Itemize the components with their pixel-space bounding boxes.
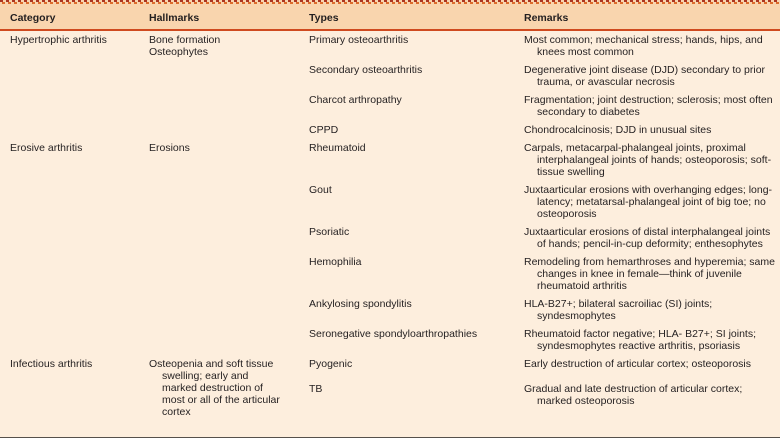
remark-text: Gradual and late destruction of articular cortex; marked osteoporosis [524, 382, 743, 407]
remark-cell [522, 355, 780, 380]
remark-cell [522, 380, 780, 421]
remark-text: Most common; mechanical stress; hands, hips, and knees most common [524, 34, 763, 58]
column-header-hallmarks: Hallmarks [147, 5, 307, 30]
remark-cell [522, 30, 780, 61]
type-cell: TB [309, 382, 323, 395]
category-cell: Hypertrophic arthritis [10, 34, 107, 46]
table-body [0, 30, 780, 421]
remark-text: Chondrocalcinosis; DJD in unusual sites [524, 124, 712, 136]
remark-text: Early destruction of articular cortex; osteoporosis [524, 358, 752, 370]
remark-cell [522, 295, 780, 325]
type-cell: Psoriatic [309, 226, 350, 238]
type-cell: Seronegative spondyloarthropathies [309, 328, 478, 340]
arthritis-table [0, 5, 780, 421]
remark-cell [522, 223, 780, 253]
remark-cell [522, 61, 780, 91]
remark-text: Juxtaarticular erosions with overhanging edges; long-latency; metatarsal-phalangeal joint of big toe; no osteoporosis [524, 184, 773, 220]
table-row [0, 30, 780, 61]
remark-text: Rheumatoid factor negative; HLA- B27+; SI joints; syndesmophytes reactive arthritis, psoriasis [524, 328, 756, 352]
type-cell: Rheumatoid [309, 142, 366, 154]
remark-text: Degenerative joint disease (DJD) secondary to prior trauma, or avascular necrosis [524, 64, 766, 88]
type-cell: Gout [309, 184, 332, 196]
hallmark-line: Osteopenia and soft tissue swelling; early and marked destruction of most or all of the articular cortex [149, 358, 280, 418]
hallmarks-cell [147, 139, 307, 355]
header-row [0, 5, 780, 30]
remark-text: Remodeling from hemarthroses and hyperemia; same changes in knee in female—think of juvenile rheumatoid arthritis [524, 256, 775, 292]
type-cell: Charcot arthropathy [309, 94, 402, 106]
category-cell: Infectious arthritis [10, 358, 93, 370]
table-row [0, 355, 780, 380]
type-cell: Hemophilia [309, 256, 362, 268]
remark-cell [522, 181, 780, 223]
column-header-category: Category [0, 5, 147, 30]
table-row [0, 139, 780, 181]
hallmark-line: Osteophytes [149, 46, 208, 58]
hallmark-line: Erosions [149, 142, 190, 154]
remark-text: HLA-B27+; bilateral sacroiliac (SI) joints; syndesmophytes [524, 298, 713, 322]
remark-cell [522, 325, 780, 355]
type-cell: Secondary osteoarthritis [309, 64, 423, 76]
remark-text: Juxtaarticular erosions of distal interphalangeal joints of hands; pencil-in-cup deformity; enthesophytes [524, 226, 771, 250]
remark-cell [522, 91, 780, 121]
remark-cell [522, 139, 780, 181]
table-header [0, 5, 780, 30]
hallmarks-cell [147, 30, 307, 139]
column-header-remarks: Remarks [522, 5, 780, 30]
type-cell: Primary osteoarthritis [309, 34, 409, 46]
column-header-types: Types [307, 5, 522, 30]
category-cell: Erosive arthritis [10, 142, 83, 154]
hallmarks-cell [147, 355, 307, 421]
type-cell: Pyogenic [309, 358, 353, 370]
remark-text: Carpals, metacarpal-phalangeal joints, proximal interphalangeal joints of hands; osteoporosis; soft-tissue swelling [524, 142, 772, 178]
remark-text: Fragmentation; joint destruction; sclerosis; most often secondary to diabetes [524, 94, 773, 118]
remark-cell [522, 121, 780, 139]
hallmark-line: Bone formation [149, 34, 221, 46]
type-cell: Ankylosing spondylitis [309, 298, 412, 310]
remark-cell [522, 253, 780, 295]
type-cell: CPPD [309, 124, 339, 136]
